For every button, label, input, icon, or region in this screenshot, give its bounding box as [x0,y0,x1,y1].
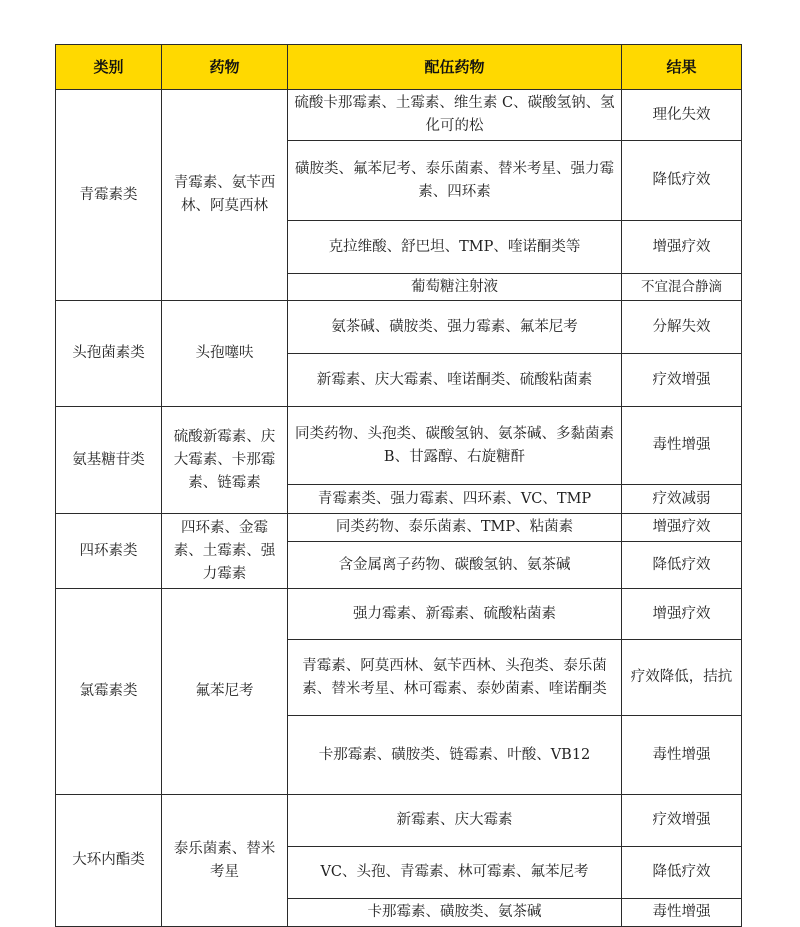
result-cell: 疗效减弱 [622,485,742,514]
combination-cell: 含金属离子药物、碳酸氢钠、氨茶碱 [288,542,622,589]
result-cell: 降低疗效 [622,847,742,899]
combination-cell: 克拉维酸、舒巴坦、TMP、喹诺酮类等 [288,221,622,274]
result-cell: 增强疗效 [622,589,742,640]
result-cell: 分解失效 [622,301,742,354]
result-cell: 毒性增强 [622,716,742,795]
result-cell: 理化失效 [622,90,742,141]
combination-cell: 卡那霉素、磺胺类、链霉素、叶酸、VB12 [288,716,622,795]
combination-cell: 磺胺类、氟苯尼考、泰乐菌素、替米考星、强力霉素、四环素 [288,141,622,221]
category-cell: 四环素类 [56,514,162,589]
combination-cell: 新霉素、庆大霉素 [288,795,622,847]
drug-cell: 氟苯尼考 [162,589,288,795]
result-cell: 降低疗效 [622,141,742,221]
combination-cell: 同类药物、泰乐菌素、TMP、粘菌素 [288,514,622,542]
table-row [56,795,742,847]
result-cell: 疗效增强 [622,795,742,847]
table-row [56,589,742,640]
combination-cell: 葡萄糖注射液 [288,274,622,301]
drug-cell: 青霉素、氨苄西林、阿莫西林 [162,90,288,301]
result-cell: 疗效增强 [622,354,742,407]
result-cell: 疗效降低，拮抗 [622,640,742,716]
category-cell: 大环内酯类 [56,795,162,927]
category-cell: 氯霉素类 [56,589,162,795]
result-cell: 毒性增强 [622,407,742,485]
drug-cell: 头孢噻呋 [162,301,288,407]
result-cell: 增强疗效 [622,514,742,542]
combination-cell: 氨茶碱、磺胺类、强力霉素、氟苯尼考 [288,301,622,354]
category-cell: 头孢菌素类 [56,301,162,407]
combination-cell: 硫酸卡那霉素、土霉素、维生素 C、碳酸氢钠、氢化可的松 [288,90,622,141]
header-category: 类别 [56,45,162,90]
result-cell: 不宜混合静滴 [622,274,742,301]
table-row [56,407,742,485]
table-row [56,301,742,354]
combination-cell: 强力霉素、新霉素、硫酸粘菌素 [288,589,622,640]
drug-compatibility-table [55,44,742,927]
combination-cell: VC、头孢、青霉素、林可霉素、氟苯尼考 [288,847,622,899]
table-row [56,514,742,542]
result-cell: 毒性增强 [622,899,742,927]
result-cell: 降低疗效 [622,542,742,589]
header-drug: 药物 [162,45,288,90]
combination-cell: 卡那霉素、磺胺类、氨茶碱 [288,899,622,927]
category-cell: 青霉素类 [56,90,162,301]
combination-cell: 同类药物、头孢类、碳酸氢钠、氨茶碱、多黏菌素 B、甘露醇、右旋糖酐 [288,407,622,485]
drug-cell: 泰乐菌素、替米考星 [162,795,288,927]
combination-cell: 青霉素、阿莫西林、氨苄西林、头孢类、泰乐菌素、替米考星、林可霉素、泰妙菌素、喹诺酮类 [288,640,622,716]
header-row [56,45,742,90]
header-combination: 配伍药物 [288,45,622,90]
combination-cell: 青霉素类、强力霉素、四环素、VC、TMP [288,485,622,514]
category-cell: 氨基糖苷类 [56,407,162,514]
header-result: 结果 [622,45,742,90]
drug-cell: 四环素、金霉素、土霉素、强力霉素 [162,514,288,589]
result-cell: 增强疗效 [622,221,742,274]
drug-cell: 硫酸新霉素、庆大霉素、卡那霉素、链霉素 [162,407,288,514]
combination-cell: 新霉素、庆大霉素、喹诺酮类、硫酸粘菌素 [288,354,622,407]
table-row [56,90,742,141]
